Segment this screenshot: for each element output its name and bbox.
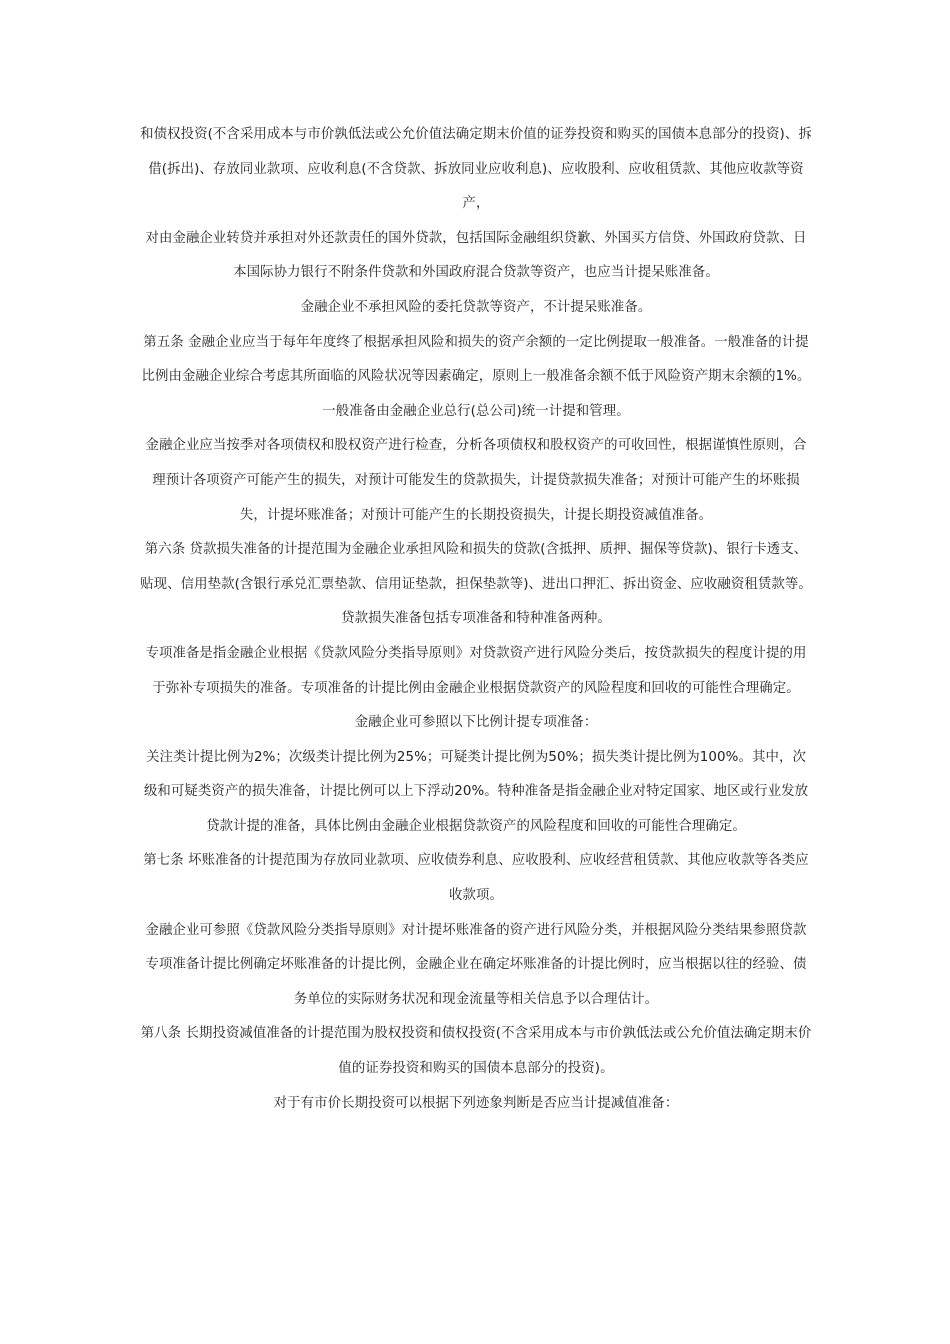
paragraph-bad-debt-classification: 金融企业可参照《贷款风险分类指导原则》对计提坏账准备的资产进行风险分类，并根据风险分类结果参照贷款专项准备计提比例确定坏账准备的计提比例，金融企业在确定坏账准备的计提比例时，应当根据以往的经验、债务单位的实际财务状况和现金流量等相关信息予以合理估计。 xyxy=(145,922,807,1007)
paragraph-loan-loss-types: 贷款损失准备包括专项准备和特种准备两种。 xyxy=(341,611,611,627)
document-body xyxy=(140,118,812,1121)
paragraph-provision-ratios-intro: 金融企业可参照以下比例计提专项准备： xyxy=(354,715,598,731)
paragraph-article-5: 第五条 金融企业应当于每年年度终了根据承担风险和损失的资产余额的一定比例提取一般准备。一般准备的计提比例由金融企业综合考虑其所面临的风险状况等因素确定，原则上一般准备余额不低于风险资产期末余额的1%。一般准备由金融企业总行(总公司)统一计提和管理。 xyxy=(141,334,811,419)
paragraph-article-6: 第六条 贷款损失准备的计提范围为金融企业承担风险和损失的贷款(含抵押、质押、掘保等贷款)、银行卡透支、贴现、信用垫款(含银行承兑汇票垫款、信用证垫款，担保垫款等)、进出口押汇、拆出资金、应收融资租赁款等。 xyxy=(140,542,812,592)
paragraph-foreign-loans: 对由金融企业转贷并承担对外还款责任的国外贷款，包括国际金融组织贷歉、外国买方信贷、外国政府贷款、日本国际协力银行不附条件贷款和外国政府混合贷款等资产，也应当计提呆账准备。 xyxy=(145,230,807,281)
paragraph-article-8: 第八条 长期投资减值准备的计提范围为股权投资和债权投资(不含采用成本与市价孰低法或公允价值法确定期末价值的证券投资和购买的国债本息部分的投资)。 xyxy=(140,1026,812,1077)
paragraph-article-7: 第七条 坏账准备的计提范围为存放同业款项、应收债券利息、应收股利、应收经营租赁款、其他应收款等各类应收款项。 xyxy=(143,853,809,904)
paragraph-special-provision: 专项准备是指金融企业根据《贷款风险分类指导原则》对贷款资产进行风险分类后，按贷款损失的程度计提的用于弥补专项损失的准备。专项准备的计提比例由金融企业根据贷款资产的风险程度和回收的可能性合理确定。 xyxy=(145,645,807,696)
paragraph-entrusted-loans: 金融企业不承担风险的委托贷款等资产，不计提呆账准备。 xyxy=(300,299,652,315)
paragraph-debt-investments: 和债权投资(不含采用成本与市价孰低法或公允价值法确定期末价值的证券投资和购买的国债本息部分的投资)、拆借(拆出)、存放同业款项、应收利息(不含贷款、拆放同业应收利息)、应收股利、应收租赁款、其他应收款等资产， xyxy=(140,127,812,212)
paragraph-impairment-indicators: 对于有市价长期投资可以根据下列迹象判断是否应当计提减值准备： xyxy=(273,1095,679,1111)
paragraph-quarterly-review: 金融企业应当按季对各项债权和股权资产进行检查，分析各项债权和股权资产的可收回性，根据谨慎性原则，合理预计各项资产可能产生的损失，对预计可能发生的贷款损失，计提贷款损失准备；对预计可能产生的坏账损失，计提坏账准备；对预计可能产生的长期投资损失，计提长期投资减值准备。 xyxy=(145,438,807,523)
paragraph-provision-ratios: 关注类计提比例为2%；次级类计提比例为25%；可疑类计提比例为50%；损失类计提比例为100%。其中，次级和可疑类资产的损失准备，计提比例可以上下浮动20%。特种准备是指金融企业对特定国家、地区或行业发放贷款计提的准备，具体比例由金融企业根据贷款资产的风险程度和回收的可能性合理确定。 xyxy=(143,749,809,834)
